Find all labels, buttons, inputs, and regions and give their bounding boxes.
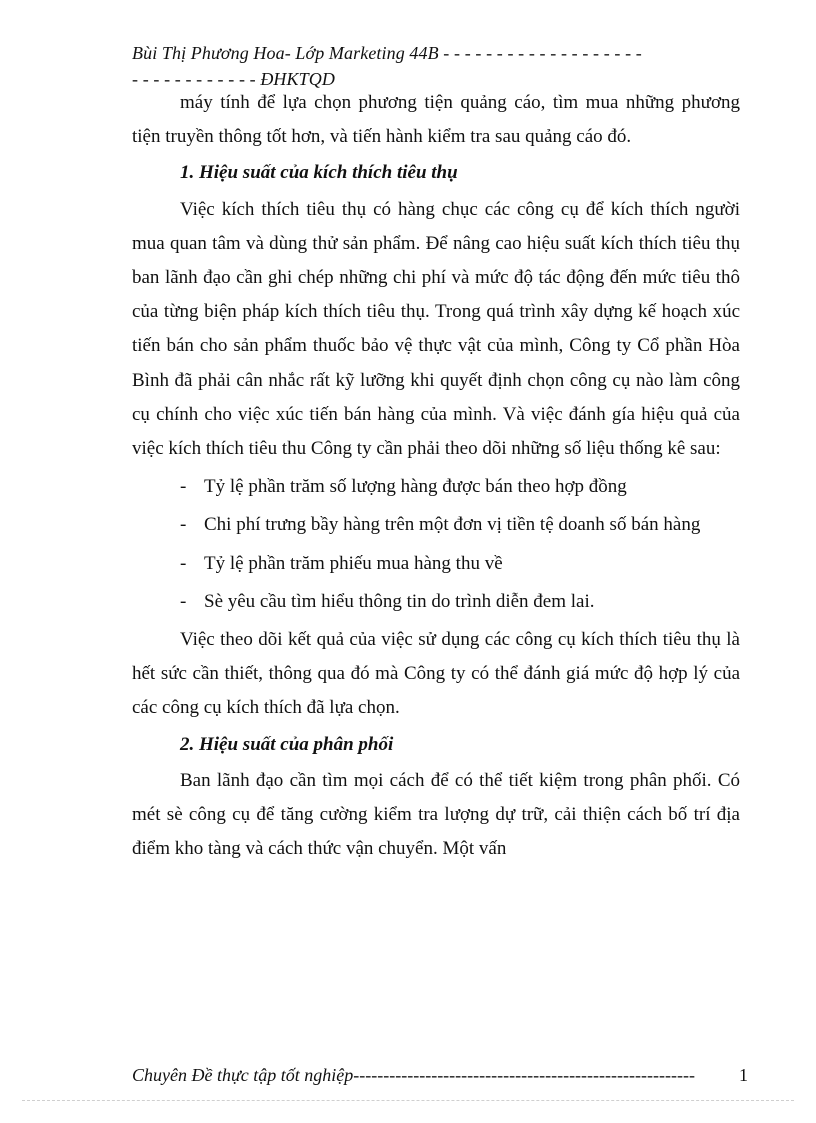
list-item xyxy=(132,508,740,542)
section-1-paragraph-2: Việc theo dõi kết quả của việc sử dụng các công cụ kích thích tiêu thụ là hết sức cần thiết, thông qua đó mà Công ty có thể đánh giá mức độ hợp lý của các công cụ kích thích đã lựa chọn. xyxy=(132,629,740,719)
list-item-text: Chi phí trưng bầy hàng trên một đơn vị tiền tệ doanh số bán hàng xyxy=(204,514,701,536)
header-line-1: Bùi Thị Phương Hoa- Lớp Marketing 44B - - - - - - - - - - - - - - - - - - - xyxy=(132,43,642,63)
header-line-2: - - - - - - - - - - - - ĐHKTQD xyxy=(132,69,335,89)
page-number: 1 xyxy=(739,1065,748,1085)
statistics-list xyxy=(132,470,740,619)
intro-paragraph: máy tính để lựa chọn phương tiện quảng cáo, tìm mua những phương tiện truyền thông tốt hơn, và tiến hành kiểm tra sau quảng cáo đó. xyxy=(132,92,740,148)
bullet-marker: - xyxy=(180,476,187,498)
page-bottom-divider xyxy=(22,1100,794,1101)
list-item-text: Tỷ lệ phần trăm phiếu mua hàng thu về xyxy=(204,552,503,574)
bullet-marker: - xyxy=(180,590,187,612)
list-item xyxy=(132,547,740,581)
bullet-marker: - xyxy=(180,514,187,536)
section-2-heading: 2. Hiệu suất của phân phối xyxy=(180,733,394,755)
section-1-heading: 1. Hiệu suất của kích thích tiêu thụ xyxy=(180,162,458,184)
footer-text: Chuyên Đề thực tập tốt nghiệp--------------------------------------------------------- xyxy=(132,1065,695,1085)
running-header xyxy=(132,40,744,92)
list-item xyxy=(132,470,740,504)
document-body xyxy=(132,86,740,866)
bullet-marker: - xyxy=(180,552,187,574)
section-2-paragraph-1: Ban lãnh đạo cần tìm mọi cách để có thể tiết kiệm trong phân phối. Có mét sè công cụ để tăng cường kiểm tra lượng dự trữ, cải thiện cách bố trí địa điểm kho tàng và cách thức vận chuyển. Một vấn xyxy=(132,769,740,860)
list-item xyxy=(132,585,740,619)
list-item-text: Sè yêu cầu tìm hiểu thông tin do trình diễn đem lai. xyxy=(204,590,595,612)
running-footer xyxy=(132,1060,752,1090)
list-item-text: Tỷ lệ phần trăm số lượng hàng được bán theo hợp đồng xyxy=(204,476,627,498)
section-1-paragraph-1: Việc kích thích tiêu thụ có hàng chục các công cụ để kích thích người mua quan tâm và dùng thử sản phẩm. Để nâng cao hiệu suất kích thích tiêu thụ ban lãnh đạo cần ghi chép những chi phí và mức độ tác động đến mức tiêu thô của từng biện pháp kích thích tiêu thụ. Trong quá trình xây dựng kế hoạch xúc tiến bán cho sản phẩm thuốc bảo vệ thực vật của mình, Công ty Cổ phần Hòa Bình đã phải cân nhắc rất kỹ lưỡng khi quyết định chọn công cụ nào làm công cụ chính cho việc xúc tiến bán hàng của mình. Và việc đánh gía hiệu quả của việc kích thích tiêu thu Công ty cần phải theo dõi những số liệu thống kê sau: xyxy=(132,198,740,460)
